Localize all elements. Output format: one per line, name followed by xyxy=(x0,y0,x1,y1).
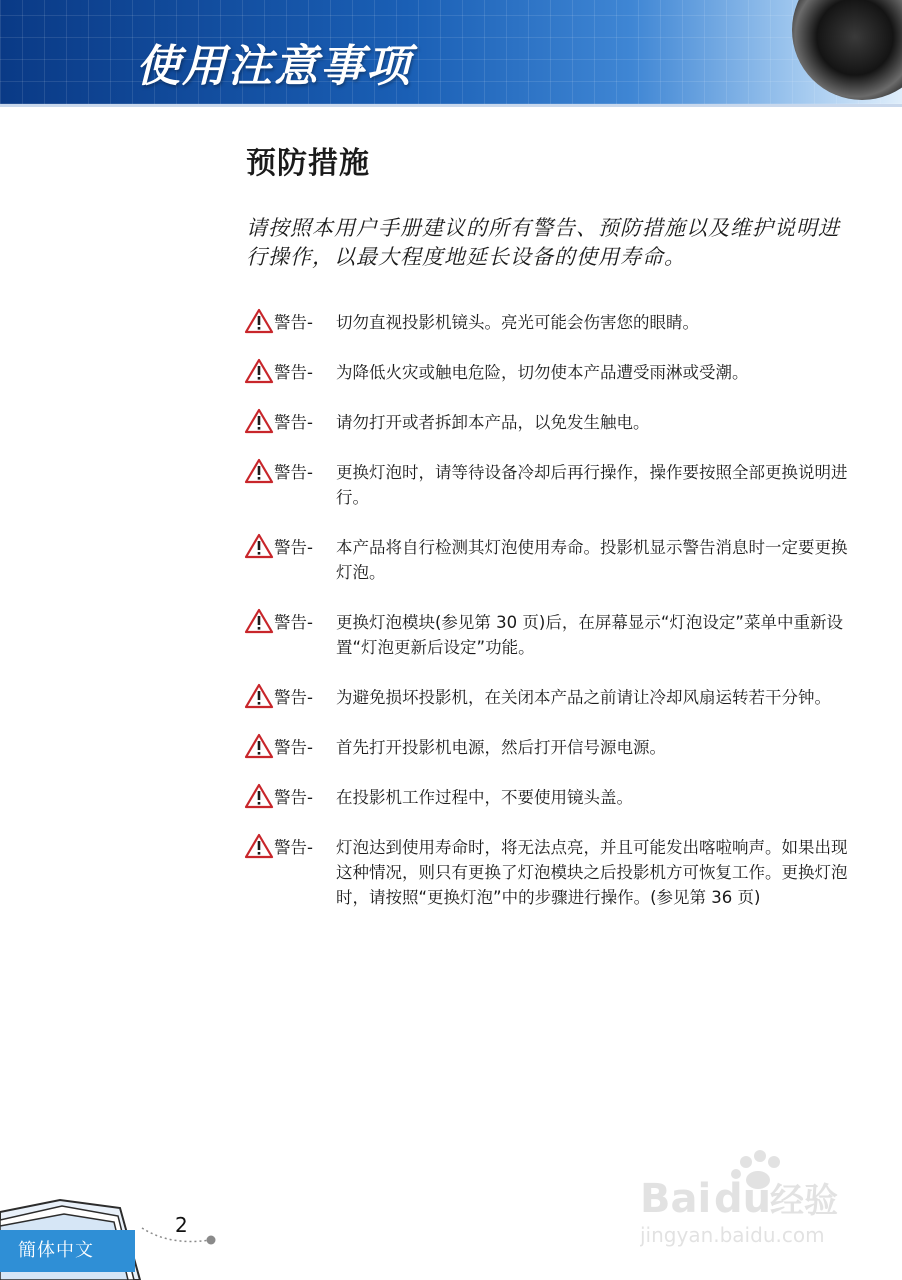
warning-triangle-icon xyxy=(244,783,274,809)
warning-item-2 xyxy=(244,360,854,385)
warning-triangle-icon xyxy=(244,358,274,384)
warning-text: 首先打开投影机电源，然后打开信号源电源。 xyxy=(336,738,666,757)
svg-text:du: du xyxy=(714,1176,772,1222)
warning-text: 本产品将自行检测其灯泡使用寿命。投影机显示警告消息时一定要更换灯泡。 xyxy=(336,538,848,582)
warning-label: 警告- xyxy=(274,463,313,482)
warning-label: 警告- xyxy=(274,788,313,807)
warning-label: 警告- xyxy=(274,538,313,557)
warning-label: 警告- xyxy=(274,313,313,332)
page-title: 使用注意事项 xyxy=(136,41,412,92)
warning-triangle-icon xyxy=(244,533,274,559)
warning-text: 在投影机工作过程中，不要使用镜头盖。 xyxy=(336,788,633,807)
section-title: 预防措施 xyxy=(246,146,370,181)
warning-item-9 xyxy=(244,785,854,810)
warning-item-3 xyxy=(244,410,854,435)
header-banner xyxy=(0,0,902,104)
warning-text: 为降低火灾或触电危险，切勿使本产品遭受雨淋或受潮。 xyxy=(336,363,749,382)
svg-text:Bai: Bai xyxy=(640,1176,712,1222)
svg-text:经验: 经验 xyxy=(770,1181,838,1221)
page-number: 2 xyxy=(175,1213,188,1237)
warning-item-10 xyxy=(244,835,854,910)
warning-label: 警告- xyxy=(274,738,313,757)
warning-triangle-icon xyxy=(244,733,274,759)
warning-triangle-icon xyxy=(244,683,274,709)
intro-paragraph: 请按照本用户手册建议的所有警告、预防措施以及维护说明进行操作，以最大程度地延长设备的使用寿命。 xyxy=(246,216,840,269)
warning-text: 切勿直视投影机镜头。亮光可能会伤害您的眼睛。 xyxy=(336,313,699,332)
warning-item-7 xyxy=(244,685,854,710)
warning-text: 更换灯泡模块(参见第 30 页)后，在屏幕显示“灯泡设定”菜单中重新设置“灯泡更新后设定”功能。 xyxy=(336,613,843,657)
svg-text:jingyan.baidu.com: jingyan.baidu.com xyxy=(640,1223,825,1247)
warning-item-5 xyxy=(244,535,854,585)
baidu-jingyan-watermark xyxy=(640,1150,870,1260)
language-tab: 簡体中文 xyxy=(0,1230,135,1272)
warning-item-6 xyxy=(244,610,854,660)
warning-item-4 xyxy=(244,460,854,510)
warning-triangle-icon xyxy=(244,408,274,434)
warning-triangle-icon xyxy=(244,458,274,484)
warning-text: 请勿打开或者拆卸本产品，以免发生触电。 xyxy=(336,413,650,432)
banner-divider xyxy=(0,104,902,107)
warning-text: 更换灯泡时，请等待设备冷却后再行操作，操作要按照全部更换说明进行。 xyxy=(336,463,848,507)
warning-label: 警告- xyxy=(274,613,313,632)
projector-lens-image xyxy=(792,0,902,100)
warning-item-1 xyxy=(244,310,854,335)
warning-label: 警告- xyxy=(274,688,313,707)
warning-label: 警告- xyxy=(274,413,313,432)
warning-triangle-icon xyxy=(244,308,274,334)
warning-text: 为避免损坏投影机，在关闭本产品之前请让冷却风扇运转若干分钟。 xyxy=(336,688,831,707)
warning-text: 灯泡达到使用寿命时，将无法点亮，并且可能发出喀啦响声。如果出现这种情况，则只有更换了灯泡模块之后投影机方可恢复工作。更换灯泡时，请按照“更换灯泡”中的步骤进行操作。(参见第 36 页) xyxy=(336,838,848,907)
warning-triangle-icon xyxy=(244,833,274,859)
warning-list xyxy=(244,310,854,935)
warning-label: 警告- xyxy=(274,363,313,382)
warning-triangle-icon xyxy=(244,608,274,634)
warning-label: 警告- xyxy=(274,838,313,857)
warning-item-8 xyxy=(244,735,854,760)
